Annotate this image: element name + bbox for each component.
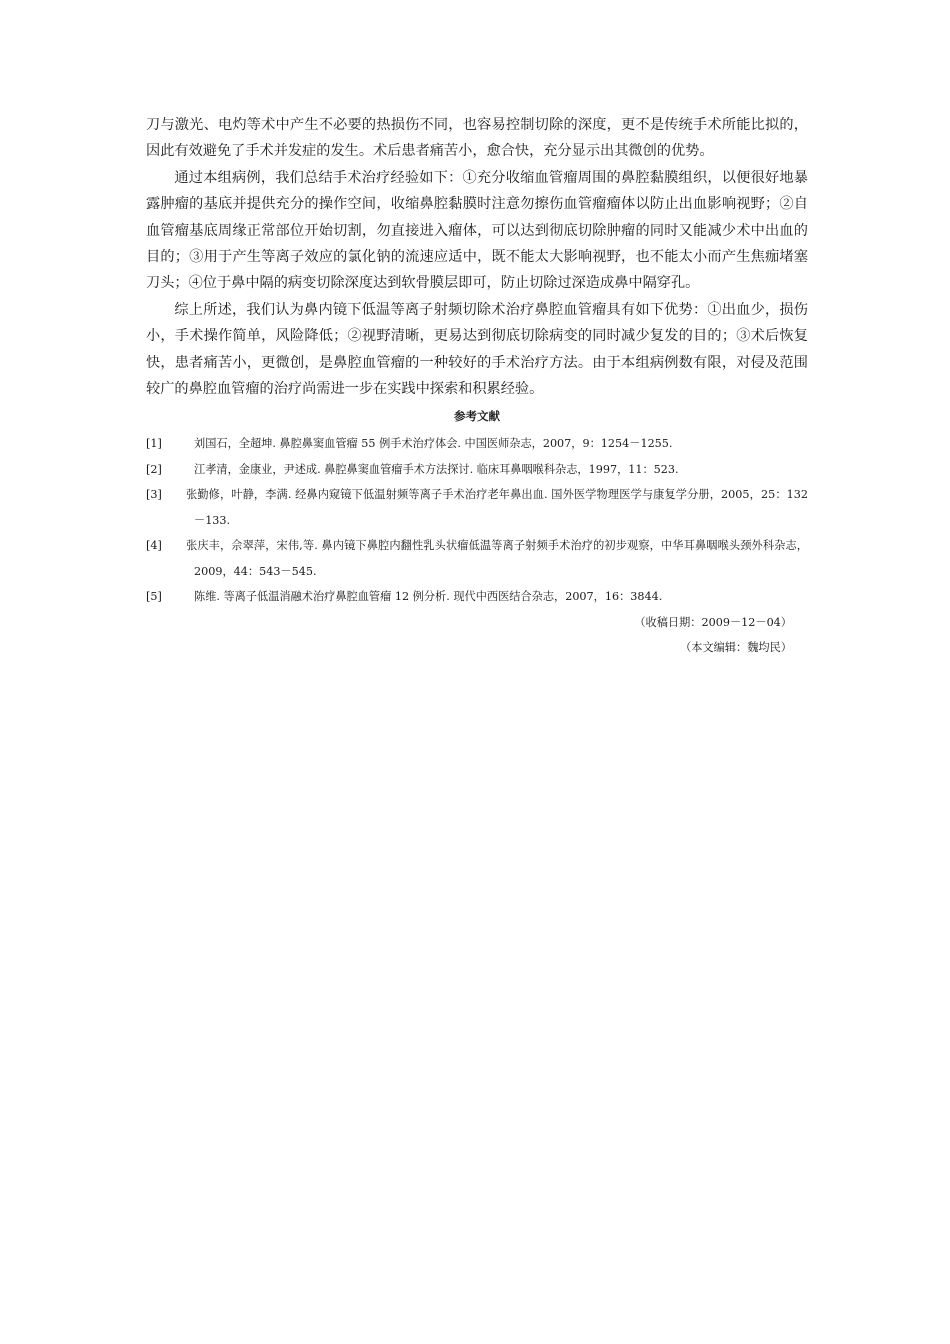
article-page — [146, 112, 808, 661]
reference-text: 江孝清，金康业，尹述成. 鼻腔鼻窦血管瘤手术方法探讨. 临床耳鼻咽喉科杂志，1997，11：523. — [194, 462, 679, 476]
received-date: （收稿日期：2009－12－04） — [634, 615, 792, 629]
reference-text: 张庆丰，佘翠萍，宋伟,等. 鼻内镜下鼻腔内翻性乳头状瘤低温等离子射频手术治疗的初步观察，中华耳鼻咽喉头颈外科杂志，2009，44：543－545. — [186, 539, 808, 578]
body-paragraph-2: 通过本组病例，我们总结手术治疗经验如下：①充分收缩血管瘤周围的鼻腔黏膜组织，以便很好地暴露肿瘤的基底并提供充分的操作空间，收缩鼻腔黏膜时注意勿擦伤血管瘤瘤体以防止出血影响视野；②自血管瘤基底周缘正常部位开始切割，勿直接进入瘤体，可以达到彻底切除肿瘤的同时又能减少术中出血的目的；③用于产生等离子效应的氯化钠的流速应适中，既不能太大影响视野，也不能太小而产生焦痂堵塞刀头；④位于鼻中隔的病变切除深度达到软骨膜层即可，防止切除过深造成鼻中隔穿孔。 — [146, 169, 808, 292]
reference-item-1 — [146, 431, 808, 457]
reference-text: 陈维. 等离子低温消融术治疗鼻腔血管瘤 12 例分析. 现代中西医结合杂志，2007，16：3844. — [194, 590, 663, 604]
references-heading: 参考文献 — [454, 409, 500, 424]
reference-number: [5] — [146, 590, 162, 604]
reference-number: [4] — [146, 539, 162, 553]
reference-number: [1] — [146, 437, 162, 451]
article-editor: （本文编辑：魏均民） — [680, 641, 792, 655]
reference-item-3 — [146, 482, 808, 533]
reference-text: 张勤修，叶静，李满. 经鼻内窥镜下低温射频等离子手术治疗老年鼻出血. 国外医学物理医学与康复学分册，2005，25：132－133. — [186, 488, 808, 527]
reference-item-5 — [146, 584, 808, 610]
body-paragraph-3: 综上所述，我们认为鼻内镜下低温等离子射频切除术治疗鼻腔血管瘤具有如下优势：①出血少，损伤小，手术操作简单，风险降低；②视野清晰，更易达到彻底切除病变的同时减少复发的目的；③术后恢复快，患者痛苦小，更微创，是鼻腔血管瘤的一种较好的手术治疗方法。由于本组病例数有限，对侵及范围较广的鼻腔血管瘤的治疗尚需进一步在实践中探索和积累经验。 — [146, 301, 808, 398]
body-paragraph-1: 刀与激光、电灼等术中产生不必要的热损伤不同，也容易控制切除的深度，更不是传统手术所能比拟的，因此有效避免了手术并发症的发生。术后患者痛苦小，愈合快，充分显示出其微创的优势。 — [146, 117, 808, 160]
reference-text: 刘国石，全超坤. 鼻腔鼻窦血管瘤 55 例手术治疗体会. 中国医师杂志，2007，9：1254－1255. — [194, 437, 673, 451]
reference-number: [3] — [146, 488, 162, 502]
reference-item-4 — [146, 533, 808, 584]
reference-item-2 — [146, 457, 808, 483]
reference-number: [2] — [146, 462, 162, 476]
reference-list — [146, 431, 808, 610]
